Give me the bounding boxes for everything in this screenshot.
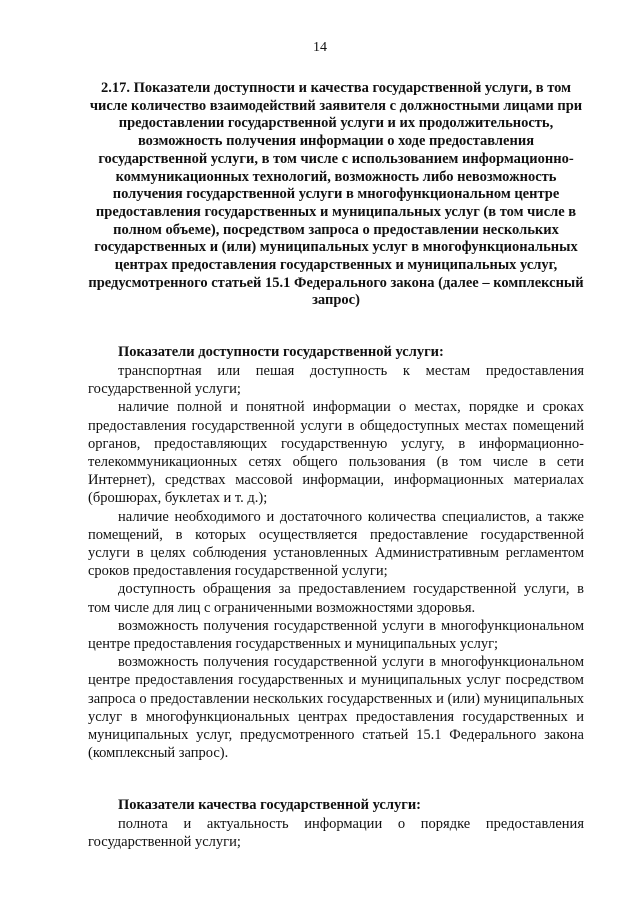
availability-item: возможность получения государственной услуги в многофункциональном центре предоставления государственных и муниципальных услуг посредством запроса о предоставлении нескольких государственных и (или) муниципальных услуг в многофункциональных центрах предоставления государственных и муниципальных услуг, предусмотренного статьей 15.1 Федерального закона (комплексный запрос). xyxy=(88,654,584,762)
page-number: 14 xyxy=(313,40,327,55)
availability-item: транспортная или пешая доступность к местам предоставления государственной услуги; xyxy=(88,363,584,398)
availability-item: доступность обращения за предоставлением государственной услуги, в том числе для лиц с ограниченными возможностями здоровья. xyxy=(88,581,584,616)
availability-title: Показатели доступности государственной услуги: xyxy=(118,344,444,360)
availability-item: наличие полной и понятной информации о местах, порядке и сроках предоставления государственной услуги в общедоступных местах помещений органов, предоставляющих государственную услугу, в информационно-телекоммуникационных сетях общего пользования (в том числе в сети Интернет), средствах массовой информации, информационных материалах (брошюрах, буклетах и т. д.); xyxy=(88,399,584,507)
availability-item: возможность получения государственной услуги в многофункциональном центре предоставления государственных и муниципальных услуг; xyxy=(88,617,584,653)
section-heading: 2.17. Показатели доступности и качества государственной услуги, в том числе количество взаимодействий заявителя с должностными лицами при предоставлении государственной услуги и их продолжительность, возможность получения информации о ходе предоставления государственной услуги, в том числе с использованием информационно-коммуникационных технологий, возможность либо невозможность получения государственной услуги в многофункциональном центре предоставления государственных и муниципальных услуг (в том числе в полном объеме), посредством запроса о предоставлении нескольких государственных и (или) муниципальных услуг в многофункциональных центрах предоставления государственных и муниципальных услуг, предусмотренного статьей 15.1 Федерального закона (далее – комплексный запрос) xyxy=(88,80,584,309)
quality-title: Показатели качества государственной услуги: xyxy=(118,797,422,813)
quality-item: полнота и актуальность информации о порядке предоставления государственной услуги; xyxy=(88,816,584,851)
availability-item: наличие необходимого и достаточного количества специалистов, а также помещений, в которых осуществляется предоставление государственной услуги в целях соблюдения установленных Административным регламентом сроков предоставления государственной услуги; xyxy=(88,508,584,580)
quality-section xyxy=(88,796,584,851)
availability-section xyxy=(88,343,584,762)
